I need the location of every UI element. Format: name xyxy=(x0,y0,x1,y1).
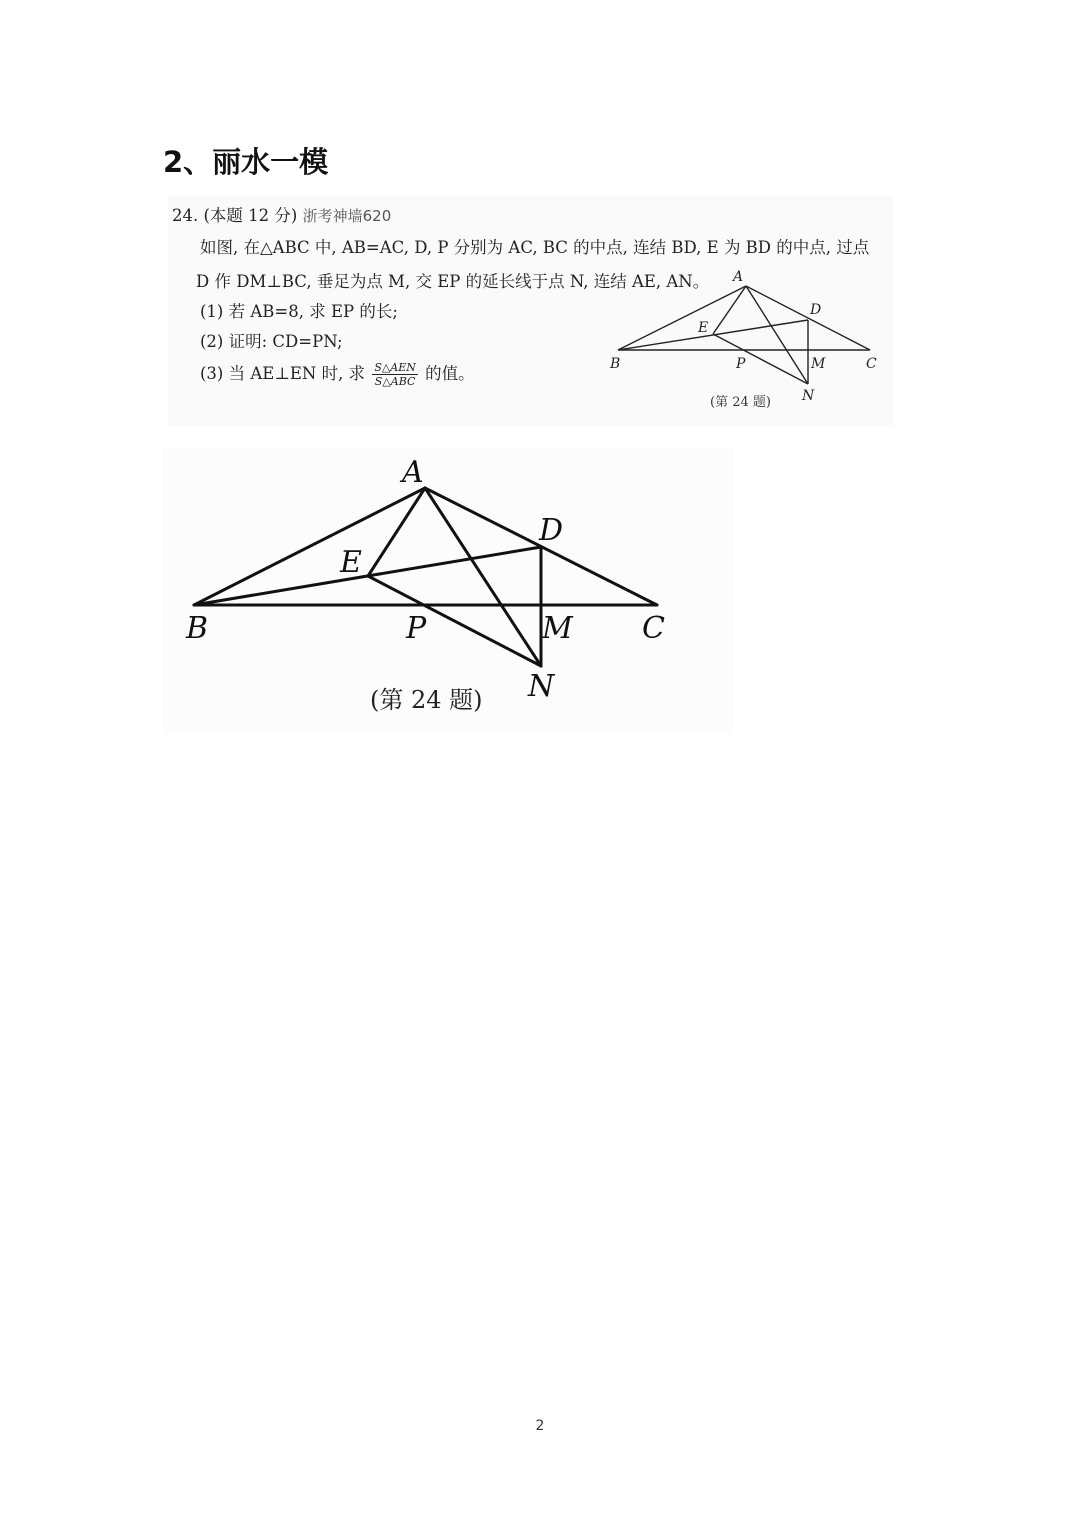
label-a: A xyxy=(402,455,424,490)
label-e: E xyxy=(698,320,709,336)
label-p: P xyxy=(736,356,746,372)
label-c: C xyxy=(642,611,665,646)
question-2: (2) 证明: CD=PN; xyxy=(200,332,343,351)
label-n: N xyxy=(528,669,555,704)
label-b: B xyxy=(610,356,621,372)
label-m: M xyxy=(542,611,573,646)
label-n: N xyxy=(802,388,815,404)
question-1: (1) 若 AB=8, 求 EP 的长; xyxy=(200,302,398,321)
problem-statement-line-1: 如图, 在△ABC 中, AB=AC, D, P 分别为 AC, BC 的中点, 连结 BD, E 为 BD 的中点, 过点 xyxy=(200,238,870,257)
area-ratio-fraction xyxy=(372,361,418,388)
question-3 xyxy=(200,360,475,388)
segment-ae xyxy=(713,286,746,334)
segment-an xyxy=(746,286,808,384)
small-figure-caption: (第 24 题) xyxy=(710,395,771,410)
label-m: M xyxy=(811,356,826,372)
large-geometry-figure xyxy=(162,448,734,734)
label-e: E xyxy=(340,545,362,580)
fraction-numerator: S△AEN xyxy=(374,361,416,374)
problem-header xyxy=(172,202,391,226)
problem-number: 24. (本题 12 分) xyxy=(172,206,298,225)
question-3-prefix: (3) 当 AE⊥EN 时, 求 xyxy=(200,364,366,383)
section-heading: 2、丽水一模 xyxy=(163,145,329,179)
problem-statement-line-2: D 作 DM⊥BC, 垂足为点 M, 交 EP 的延长线于点 N, 连结 AE, AN。 xyxy=(196,272,710,291)
problem-source: 浙考神墙620 xyxy=(302,207,392,225)
large-figure-caption: (第 24 题) xyxy=(370,686,483,714)
label-d: D xyxy=(810,302,822,318)
problem-block xyxy=(168,196,893,426)
page-number: 2 xyxy=(535,1418,545,1434)
label-p: P xyxy=(406,611,427,646)
segment-an xyxy=(425,488,541,666)
label-d: D xyxy=(539,513,564,548)
segment-en xyxy=(713,334,808,384)
large-figure-panel xyxy=(162,448,734,734)
question-3-suffix: 的值。 xyxy=(425,364,475,383)
label-b: B xyxy=(186,611,209,646)
segment-en xyxy=(368,576,541,666)
label-a: A xyxy=(733,269,744,285)
fraction-denominator: S△ABC xyxy=(374,375,416,388)
label-c: C xyxy=(866,356,877,372)
small-geometry-figure xyxy=(608,266,888,416)
